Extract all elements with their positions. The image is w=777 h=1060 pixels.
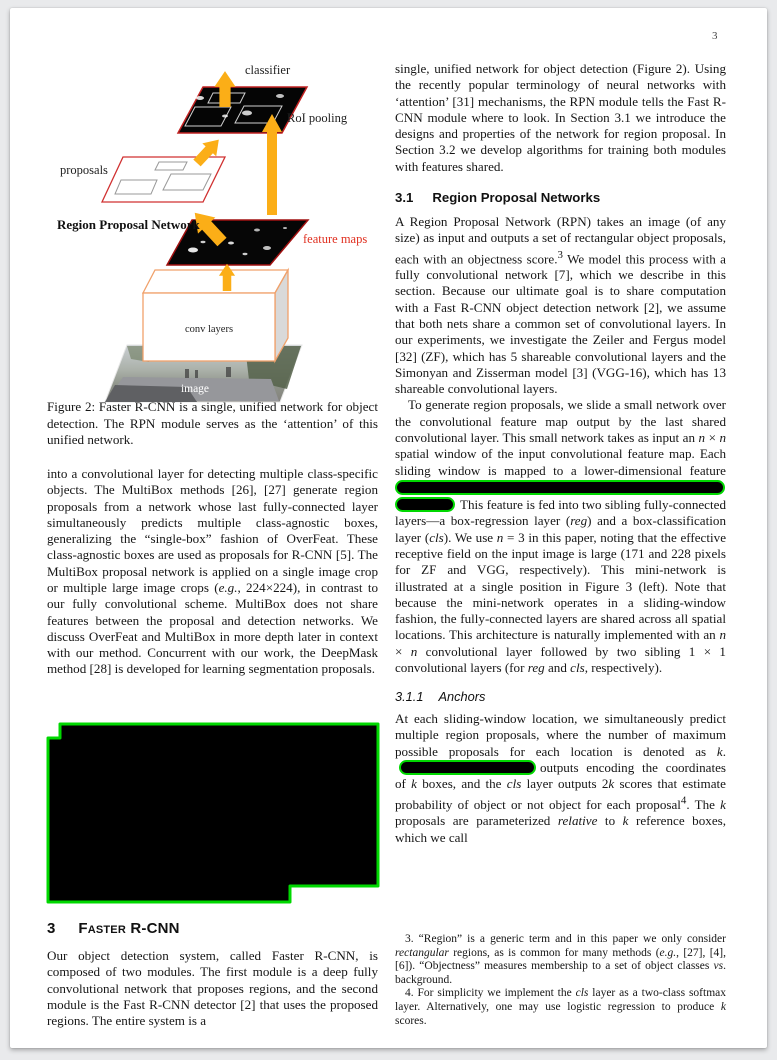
para-sliding-window [395,397,726,676]
proposals-layer [102,157,225,202]
footnote-3: 3. “Region” is a generic term and in this paper we only consider rectangular regions, as is common for many methods (e.g., [27], [4], [6]). “Objectness” measures membership to a set of object classes vs. background. [395,933,726,986]
para-anchors-after: outputs encoding the coordinates of k boxes, and the cls layer outputs 2k scores that estimate probability of object or not object for each proposal$^4$. The k proposals are parameterized relative to k reference boxes, which we call [395,760,727,845]
para-multibox: into a convolutional layer for detecting multiple class-specific objects. The MultiBox methods [26], [27] generate region proposals from a network whose last fully-connected layer simultaneously predicts multiple class-agnostic boxes, generalizing the “single-box” fashion of OverFeat. These class-agnostic boxes are used as proposals for R-CNN [5]. The MultiBox proposal network is applied on a single image crop or multiple large image crops (e.g., 224×224), in contrast to our fully convolutional scheme. MultiBox does not share features between the proposal and detection networks. We discuss OverFeat and MultiBox in more depth later in context with our method. Concurrent with our work, the DeepMask method [28] is developed for learning segmentation proposals. [47,466,378,677]
rpn-label: Region Proposal Network [57,217,200,232]
redaction-bar-anchors [399,760,536,775]
redaction-block [44,721,384,907]
section-3-heading [47,920,180,937]
footnote-4: 4. For simplicity we implement the cls layer as a two-class softmax layer. Alternatively, one may use logistic regression to produce k scores. [395,987,727,1027]
para-sliding-window-before: To generate region proposals, we slide a small network over the convolutional feature map output by the last shared convolutional layer. This small network takes as input an n × n spatial window of the input convolutional feature map. Each sliding window is mapped to a lower-dimensional feature [395,397,726,478]
section-311-number: 3.1.1 [395,689,424,705]
figure2-diagram [35,58,380,410]
para-system: Our object detection system, called Faster R-CNN, is composed of two modules. The first module is a deep fully convolutional network that proposes regions, and the second module is the Fast R-CNN detector [2] that uses the proposed regions. The entire system is a [47,948,378,1029]
image-label: image [180,383,210,395]
figure2-caption: Figure 2: Faster R-CNN is a single, unified network for object detection. The RPN module serves as the ‘attention’ of this unified network. [47,399,378,448]
footnotes [395,933,726,1028]
para-unified: single, unified network for object detection (Figure 2). Using the recently popular terminology of neural networks with ‘attention’ [31] mechanisms, the RPN module tells the Fast R-CNN module where to look. In Section 3.1 we introduce the designs and properties of the network for region proposal. In Section 3.2 we develop algorithms for training both modules with features shared. [395,61,726,174]
roi-pooling-layer [178,87,307,133]
page-number: 3 [712,30,718,42]
para-sliding-window-after: This feature is fed into two sibling fully-connected layers—a box-regression layer (reg) and a box-classification layer (cls). We use n = 3 in this paper, noting that the effective receptive field on the input image is large (171 and 228 pixels for ZF and VGG, respectively). This mini-network is illustrated at a single position in Figure 3 (left). Note that because the mini-network operates in a sliding-window fashion, the fully-connected layers are shared across all spatial locations. This architecture is naturally implemented with an n × n convolutional layer followed by two sibling 1 × 1 convolutional layers (for reg and cls, respectively). [395,497,727,675]
right-column [395,61,726,846]
classifier-label: classifier [245,63,291,77]
roi-pooling-label: RoI pooling [287,111,348,125]
para-anchors [395,711,726,846]
proposals-label: proposals [60,163,108,177]
para-anchors-before: At each sliding-window location, we simultaneously predict multiple region proposals, where the number of maximum possible proposals for each location is denoted as k. [395,711,726,759]
section-3-number: 3 [47,920,56,937]
conv-layers-box [143,270,288,361]
conv-layers-label: conv layers [184,324,234,335]
section-311-heading [395,689,726,704]
section-31-heading [395,190,726,205]
redaction-bar-full-line [395,480,725,495]
section-3-title: Faster R-CNN [78,920,180,937]
section-31-title: Region Proposal Networks [432,189,601,205]
redaction-bar-stub [395,497,455,512]
section-311-title: Anchors [438,689,486,705]
feature-maps-label: feature maps [303,232,368,246]
section-31-number: 3.1 [395,189,414,205]
arrow-featuremaps-to-roi [262,114,282,215]
para-rpn: A Region Proposal Network (RPN) takes an image (of any size) as input and outputs a set of rectangular object proposals, each with an objectness score.$^3$ We model this process with a fully convolutional network [7], which we describe in this section. Because our ultimate goal is to share computation with a Fast R-CNN object detection network [2], we assume that both nets share a common set of convolutional layers. In our experiments, we investigate the Zeiler and Fergus model [32] (ZF), which has 5 shareable convolutional layers and the Simonyan and Zisserman model [3] (VGG-16), which has 13 shareable convolutional layers. [395,213,726,397]
